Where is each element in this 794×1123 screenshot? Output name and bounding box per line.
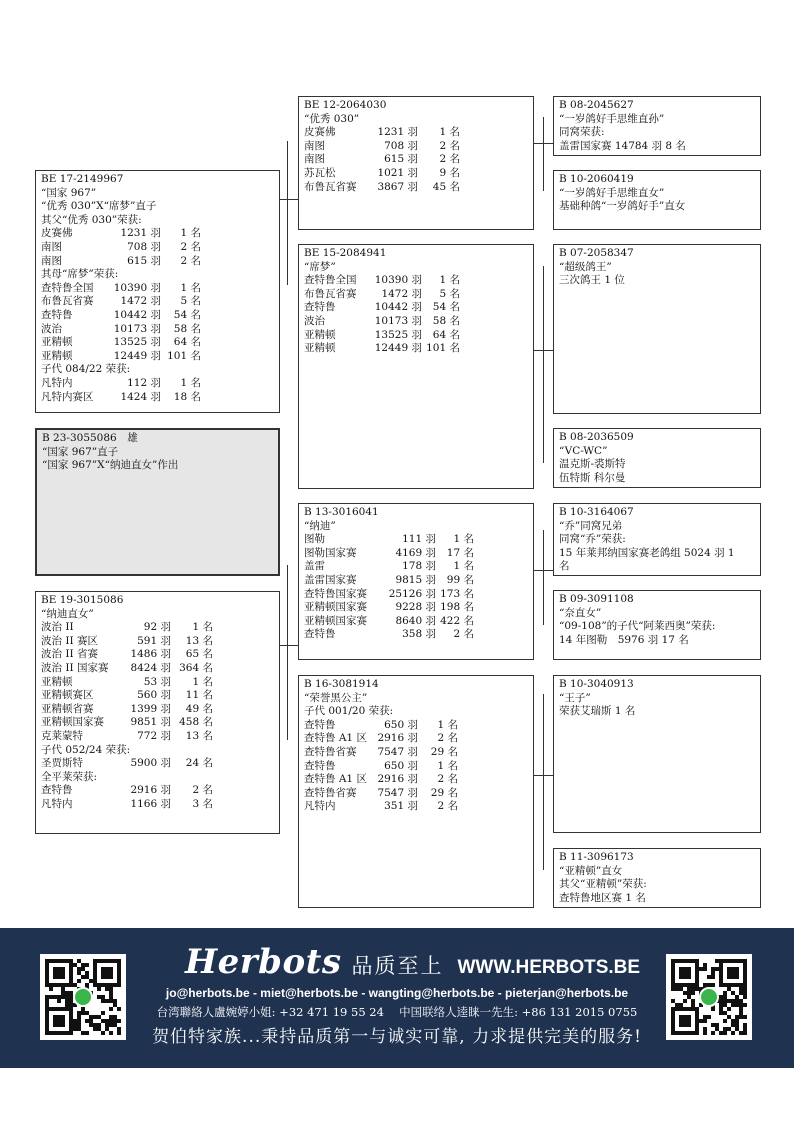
results-list bbox=[304, 533, 528, 642]
results-list bbox=[304, 126, 528, 194]
placing: 458 名 bbox=[179, 716, 213, 729]
bird-count: 772 羽 bbox=[137, 729, 171, 742]
result-row bbox=[41, 676, 274, 690]
bird-name: “超级鸽王” bbox=[559, 260, 612, 273]
placing: 1 名 bbox=[453, 560, 474, 573]
bird-count: 12449 羽 bbox=[374, 342, 422, 355]
placing: 64 名 bbox=[432, 328, 460, 341]
result-line: 名 bbox=[559, 560, 570, 573]
ggp-box-6 bbox=[553, 590, 761, 660]
race-name: 查特鲁 A1 区 bbox=[304, 773, 367, 786]
qr-code-graphic bbox=[666, 954, 752, 1040]
bird-count: 650 羽 bbox=[384, 759, 418, 772]
bird-count: 111 羽 bbox=[402, 533, 436, 546]
results-list bbox=[304, 719, 528, 814]
bird-count: 1231 羽 bbox=[377, 126, 418, 139]
results-list bbox=[41, 784, 274, 811]
bird-note: 三次鸽王 1 位 bbox=[559, 274, 625, 287]
result-line: 盖雷国家赛 14784 羽 8 名 bbox=[559, 139, 686, 152]
results-heading: 全平莱荣获: bbox=[41, 770, 98, 783]
race-name: 亚精顿省赛 bbox=[41, 702, 94, 715]
bird-count: 358 羽 bbox=[402, 628, 436, 641]
results-heading: 子代 084/22 荣获: bbox=[41, 363, 131, 376]
placing: 58 名 bbox=[432, 314, 460, 327]
subject-box bbox=[35, 428, 280, 576]
connector-sire-v bbox=[287, 141, 288, 285]
race-name: 布鲁瓦省赛 bbox=[304, 180, 357, 193]
result-row bbox=[304, 560, 528, 574]
bird-count: 5900 羽 bbox=[130, 757, 171, 770]
race-name: 苏瓦松 bbox=[304, 166, 336, 179]
race-name: 盖雷国家赛 bbox=[304, 573, 357, 586]
placing: 1 名 bbox=[180, 227, 201, 240]
ggp-box-5 bbox=[553, 503, 761, 576]
placing: 101 名 bbox=[426, 342, 460, 355]
bird-count: 10442 羽 bbox=[113, 308, 161, 321]
bird-name: “纳迪直女” bbox=[41, 607, 94, 620]
bird-count: 7547 羽 bbox=[377, 786, 418, 799]
bird-name: “一岁鸽好手思维直女” bbox=[559, 186, 665, 199]
result-row bbox=[304, 315, 528, 329]
ring-number: B 08-2036509 bbox=[559, 431, 634, 443]
bird-count: 13525 羽 bbox=[374, 328, 422, 341]
results-list bbox=[41, 377, 274, 404]
results-heading: 其父“优秀 030”荣获: bbox=[41, 213, 142, 226]
race-name: 查特鲁 bbox=[304, 718, 336, 731]
result-row bbox=[304, 126, 528, 140]
parentage: “优秀 030”X“席梦”直子 bbox=[41, 200, 157, 213]
result-row bbox=[304, 533, 528, 547]
bird-name: “奈直女” bbox=[559, 606, 602, 619]
result-row bbox=[41, 241, 274, 255]
bird-name: “乔”同窝兄弟 bbox=[559, 519, 623, 532]
placing: 2 名 bbox=[180, 254, 201, 267]
result-line: 14 年图勒 5976 羽 17 名 bbox=[559, 633, 689, 646]
ring-number: B 13-3016041 bbox=[304, 506, 379, 518]
results-heading: 其母“席梦”荣获: bbox=[41, 268, 119, 281]
race-name: 盖雷 bbox=[304, 560, 325, 573]
placing: 1 名 bbox=[439, 126, 460, 139]
bird-count: 1424 羽 bbox=[120, 390, 161, 403]
placing: 54 名 bbox=[173, 308, 201, 321]
placing: 18 名 bbox=[173, 390, 201, 403]
race-name: 查特鲁省赛 bbox=[304, 745, 357, 758]
race-name: 查特鲁 bbox=[304, 628, 336, 641]
result-row bbox=[41, 635, 274, 649]
result-row bbox=[41, 784, 274, 798]
result-row bbox=[41, 798, 274, 812]
results-heading: 同窝“乔”荣获: bbox=[559, 533, 626, 546]
race-name: 波治 bbox=[41, 322, 62, 335]
bird-count: 9815 羽 bbox=[395, 573, 436, 586]
ring-number: B 08-2045627 bbox=[559, 99, 634, 111]
bird-count: 9228 羽 bbox=[395, 601, 436, 614]
bird-count: 560 羽 bbox=[137, 689, 171, 702]
race-name: 南图 bbox=[41, 240, 62, 253]
result-row bbox=[304, 342, 528, 356]
result-row bbox=[41, 350, 274, 364]
bird-count: 708 羽 bbox=[127, 240, 161, 253]
race-name: 波治 bbox=[304, 314, 325, 327]
race-name: 波治 II 国家赛 bbox=[41, 661, 109, 674]
ring-number: B 09-3091108 bbox=[559, 593, 634, 605]
results-heading: 子代 001/20 荣获: bbox=[304, 705, 394, 718]
results-heading: 其父“亚精顿”荣获: bbox=[559, 878, 647, 891]
placing: 1 名 bbox=[437, 759, 458, 772]
placing: 198 名 bbox=[440, 601, 474, 614]
placing: 9 名 bbox=[439, 166, 460, 179]
placing: 1 名 bbox=[192, 675, 213, 688]
ring-number: BE 19-3015086 bbox=[41, 594, 124, 606]
ggp-box-7 bbox=[553, 675, 761, 833]
race-name: 查特鲁全国 bbox=[41, 281, 94, 294]
placing: 2 名 bbox=[439, 139, 460, 152]
result-row bbox=[304, 274, 528, 288]
results-list bbox=[41, 227, 274, 268]
bird-count: 10390 羽 bbox=[374, 274, 422, 287]
placing: 54 名 bbox=[432, 301, 460, 314]
herbots-logo: Herbots bbox=[185, 942, 342, 982]
result-row bbox=[41, 309, 274, 323]
connector-ds-v bbox=[543, 530, 544, 625]
placing: 422 名 bbox=[440, 614, 474, 627]
race-name: 波治 II bbox=[41, 621, 74, 634]
bird-count: 4169 羽 bbox=[395, 546, 436, 559]
bird-count: 3867 羽 bbox=[377, 180, 418, 193]
race-name: 查特鲁 A1 区 bbox=[304, 732, 367, 745]
ring-number: B 10-3164067 bbox=[559, 506, 634, 518]
race-name: 南图 bbox=[304, 153, 325, 166]
bird-name: “国家 967” bbox=[41, 186, 97, 199]
placing: 3 名 bbox=[192, 797, 213, 810]
race-name: 波治 II 省赛 bbox=[41, 648, 98, 661]
bird-count: 351 羽 bbox=[384, 800, 418, 813]
placing: 2 名 bbox=[192, 784, 213, 797]
bird-count: 615 羽 bbox=[384, 153, 418, 166]
bird-note: 伍特斯 科尔曼 bbox=[559, 471, 626, 484]
placing: 5 名 bbox=[180, 295, 201, 308]
result-row bbox=[304, 746, 528, 760]
placing: 2 名 bbox=[453, 628, 474, 641]
sire-sire-box bbox=[298, 96, 534, 230]
race-name: 查特鲁国家赛 bbox=[304, 587, 367, 600]
dam-sire-box bbox=[298, 503, 534, 660]
bird-count: 10173 羽 bbox=[113, 322, 161, 335]
placing: 173 名 bbox=[440, 587, 474, 600]
race-name: 凡特内 bbox=[41, 797, 73, 810]
result-row bbox=[304, 288, 528, 302]
results-list bbox=[41, 757, 274, 771]
placing: 1 名 bbox=[437, 718, 458, 731]
placing: 45 名 bbox=[432, 180, 460, 193]
bird-count: 1399 羽 bbox=[130, 702, 171, 715]
result-row bbox=[41, 730, 274, 744]
result-row bbox=[304, 181, 528, 195]
race-name: 南图 bbox=[41, 254, 62, 267]
ggp-box-1 bbox=[553, 96, 761, 156]
race-name: 亚精顿 bbox=[304, 342, 336, 355]
bird-count: 53 羽 bbox=[143, 675, 171, 688]
ggp-box-2 bbox=[553, 170, 761, 230]
connector-ss-v bbox=[543, 117, 544, 191]
ring-number: B 23-3055086 雄 bbox=[42, 432, 138, 444]
result-row bbox=[304, 628, 528, 642]
race-name: 圣贾斯特 bbox=[41, 757, 83, 770]
race-name: 凡特内 bbox=[304, 800, 336, 813]
result-row bbox=[41, 255, 274, 269]
placing: 2 名 bbox=[437, 773, 458, 786]
ring-number: BE 15-2084941 bbox=[304, 247, 387, 259]
result-row bbox=[41, 689, 274, 703]
result-row bbox=[304, 301, 528, 315]
bird-count: 2916 羽 bbox=[377, 773, 418, 786]
bird-name: “亚精顿”直女 bbox=[559, 864, 623, 877]
result-line: 查特鲁地区赛 1 名 bbox=[559, 891, 646, 904]
contact-numbers: 台湾聯絡人盧婉婷小姐: +32 471 19 55 24 中国联络人逵睐一先生: +86 131 2015 0755 bbox=[156, 1005, 638, 1019]
ring-number: B 10-3040913 bbox=[559, 678, 634, 690]
result-row bbox=[41, 703, 274, 717]
race-name: 图勒国家赛 bbox=[304, 546, 357, 559]
race-name: 查特鲁省赛 bbox=[304, 786, 357, 799]
result-row bbox=[304, 800, 528, 814]
bird-count: 615 羽 bbox=[127, 254, 161, 267]
website-link[interactable]: WWW.HERBOTS.BE bbox=[457, 957, 641, 978]
placing: 99 名 bbox=[446, 573, 474, 586]
brand-line bbox=[185, 942, 640, 982]
results-list bbox=[304, 274, 528, 356]
bird-count: 1231 羽 bbox=[120, 227, 161, 240]
ggp-box-3 bbox=[553, 244, 761, 414]
bird-name: “荣誉黑公主” bbox=[304, 691, 368, 704]
placing: 1 名 bbox=[192, 621, 213, 634]
ring-number: B 11-3096173 bbox=[559, 851, 634, 863]
bird-count: 12449 羽 bbox=[113, 349, 161, 362]
bird-name: “席梦” bbox=[304, 260, 336, 273]
race-name: 布鲁瓦省赛 bbox=[41, 295, 94, 308]
placing: 2 名 bbox=[180, 240, 201, 253]
placing: 1 名 bbox=[439, 274, 460, 287]
placing: 29 名 bbox=[430, 745, 458, 758]
result-row bbox=[304, 547, 528, 561]
result-row bbox=[304, 140, 528, 154]
placing: 5 名 bbox=[439, 287, 460, 300]
bird-name: “优秀 030” bbox=[304, 112, 360, 125]
ring-number: B 10-2060419 bbox=[559, 173, 634, 185]
race-name: 查特鲁 bbox=[304, 301, 336, 314]
result-row bbox=[41, 295, 274, 309]
race-name: 亚精顿国家赛 bbox=[41, 716, 104, 729]
bird-count: 13525 羽 bbox=[113, 336, 161, 349]
result-row bbox=[41, 323, 274, 337]
bird-count: 10390 羽 bbox=[113, 281, 161, 294]
placing: 58 名 bbox=[173, 322, 201, 335]
results-heading: 子代 052/24 荣获: bbox=[41, 743, 131, 756]
parentage: “国家 967”X“纳迪直女”作出 bbox=[42, 459, 179, 472]
bird-count: 178 羽 bbox=[402, 560, 436, 573]
race-name: 查特鲁全国 bbox=[304, 274, 357, 287]
result-row bbox=[304, 773, 528, 787]
placing: 2 名 bbox=[439, 153, 460, 166]
ggp-box-4 bbox=[553, 428, 761, 488]
placing: 65 名 bbox=[185, 648, 213, 661]
placing: 29 名 bbox=[430, 786, 458, 799]
footer-banner bbox=[0, 928, 794, 1068]
bird-count: 2916 羽 bbox=[130, 784, 171, 797]
race-name: 亚精顿 bbox=[41, 336, 73, 349]
result-row bbox=[304, 732, 528, 746]
connector-dam-v bbox=[287, 565, 288, 740]
placing: 24 名 bbox=[185, 757, 213, 770]
bird-name: “VC-WC” bbox=[559, 444, 608, 457]
result-row bbox=[304, 787, 528, 801]
race-name: 亚精顿国家赛 bbox=[304, 601, 367, 614]
bird-count: 1486 羽 bbox=[130, 648, 171, 661]
race-name: 克莱蒙特 bbox=[41, 729, 83, 742]
bird-count: 708 羽 bbox=[384, 139, 418, 152]
parentage: “国家 967”直子 bbox=[42, 445, 119, 458]
race-name: 亚精顿 bbox=[41, 675, 73, 688]
race-name: 南图 bbox=[304, 139, 325, 152]
result-row bbox=[41, 621, 274, 635]
placing: 13 名 bbox=[185, 729, 213, 742]
result-row bbox=[304, 167, 528, 181]
result-row bbox=[304, 760, 528, 774]
result-row bbox=[41, 227, 274, 241]
bird-name: “纳迪” bbox=[304, 519, 336, 532]
result-row bbox=[304, 615, 528, 629]
result-row bbox=[304, 574, 528, 588]
bird-note: 荣获艾瑞斯 1 名 bbox=[559, 705, 636, 718]
race-name: 亚精顿国家赛 bbox=[304, 614, 367, 627]
bird-name: “一岁鸽好手思维直孙” bbox=[559, 112, 665, 125]
race-name: 皮赛佛 bbox=[304, 126, 336, 139]
placing: 364 名 bbox=[179, 661, 213, 674]
bird-count: 10442 羽 bbox=[374, 301, 422, 314]
bird-note: 基础种鸽“一岁鸽好手”直女 bbox=[559, 200, 686, 213]
race-name: 亚精顿 bbox=[304, 328, 336, 341]
ring-number: B 16-3081914 bbox=[304, 678, 379, 690]
results-list bbox=[41, 621, 274, 743]
connector-dam bbox=[279, 645, 298, 646]
race-name: 亚精顿 bbox=[41, 349, 73, 362]
race-name: 亚精顿赛区 bbox=[41, 689, 94, 702]
race-name: 皮赛佛 bbox=[41, 227, 73, 240]
placing: 101 名 bbox=[167, 349, 201, 362]
bird-count: 1472 羽 bbox=[381, 287, 422, 300]
race-name: 图勒 bbox=[304, 533, 325, 546]
result-row bbox=[304, 329, 528, 343]
bird-count: 2916 羽 bbox=[377, 732, 418, 745]
motto: 贺伯特家族...秉持品质第一与诚实可靠, 力求提供完美的服务! bbox=[152, 1027, 642, 1047]
bird-count: 8640 羽 bbox=[395, 614, 436, 627]
bird-count: 92 羽 bbox=[143, 621, 171, 634]
connector-sire bbox=[279, 199, 298, 200]
bird-count: 1472 羽 bbox=[120, 295, 161, 308]
result-row bbox=[304, 719, 528, 733]
bird-count: 8424 羽 bbox=[130, 661, 171, 674]
sire-box bbox=[35, 170, 280, 413]
result-row bbox=[41, 377, 274, 391]
dam-box bbox=[35, 591, 280, 834]
ring-number: B 07-2058347 bbox=[559, 247, 634, 259]
result-row bbox=[304, 588, 528, 602]
bird-name: “王子” bbox=[559, 691, 591, 704]
result-row bbox=[41, 282, 274, 296]
bird-count: 1021 羽 bbox=[377, 166, 418, 179]
result-row bbox=[41, 662, 274, 676]
ggp-box-8 bbox=[553, 848, 761, 908]
email-list[interactable]: jo@herbots.be - miet@herbots.be - wangting@herbots.be - pieterjan@herbots.be bbox=[165, 986, 629, 1000]
bird-count: 591 羽 bbox=[137, 634, 171, 647]
placing: 2 名 bbox=[437, 732, 458, 745]
bird-count: 25126 羽 bbox=[388, 587, 436, 600]
results-heading: 同窝荣获: bbox=[559, 126, 605, 139]
dam-dam-box bbox=[298, 675, 534, 908]
race-name: 布鲁瓦省赛 bbox=[304, 287, 357, 300]
result-row bbox=[304, 601, 528, 615]
bird-count: 7547 羽 bbox=[377, 745, 418, 758]
bird-count: 112 羽 bbox=[127, 376, 161, 389]
bird-note: 温克斯-裘斯特 bbox=[559, 458, 626, 471]
race-name: 波治 II 赛区 bbox=[41, 634, 98, 647]
qr-code-right-icon bbox=[666, 954, 752, 1040]
race-name: 查特鲁 bbox=[304, 759, 336, 772]
result-row bbox=[41, 391, 274, 405]
race-name: 查特鲁 bbox=[41, 308, 73, 321]
result-row bbox=[304, 153, 528, 167]
result-row bbox=[41, 716, 274, 730]
result-row bbox=[41, 336, 274, 350]
placing: 1 名 bbox=[180, 376, 201, 389]
results-list bbox=[41, 282, 274, 364]
ring-number: BE 12-2064030 bbox=[304, 99, 387, 111]
slogan: 品质至上 bbox=[351, 954, 444, 978]
result-row bbox=[41, 648, 274, 662]
placing: 2 名 bbox=[437, 800, 458, 813]
bird-count: 10173 羽 bbox=[374, 314, 422, 327]
bird-count: 1166 羽 bbox=[130, 797, 171, 810]
connector-dd-v bbox=[543, 694, 544, 870]
placing: 64 名 bbox=[173, 336, 201, 349]
race-name: 凡特内赛区 bbox=[41, 390, 94, 403]
bird-count: 650 羽 bbox=[384, 718, 418, 731]
placing: 49 名 bbox=[185, 702, 213, 715]
placing: 11 名 bbox=[185, 689, 213, 702]
race-name: 查特鲁 bbox=[41, 784, 73, 797]
ring-number: BE 17-2149967 bbox=[41, 173, 124, 185]
placing: 13 名 bbox=[185, 634, 213, 647]
placing: 1 名 bbox=[180, 281, 201, 294]
result-line: 15 年莱邦纳国家赛老鸽组 5024 羽 1 bbox=[559, 546, 735, 559]
result-row bbox=[41, 757, 274, 771]
placing: 1 名 bbox=[453, 533, 474, 546]
bird-count: 9851 羽 bbox=[130, 716, 171, 729]
race-name: 凡特内 bbox=[41, 376, 73, 389]
results-heading: “09-108”的子代“阿莱西奥”荣获: bbox=[559, 620, 716, 633]
placing: 17 名 bbox=[446, 546, 474, 559]
connector-sd-v bbox=[543, 266, 544, 463]
sire-dam-box bbox=[298, 244, 534, 489]
